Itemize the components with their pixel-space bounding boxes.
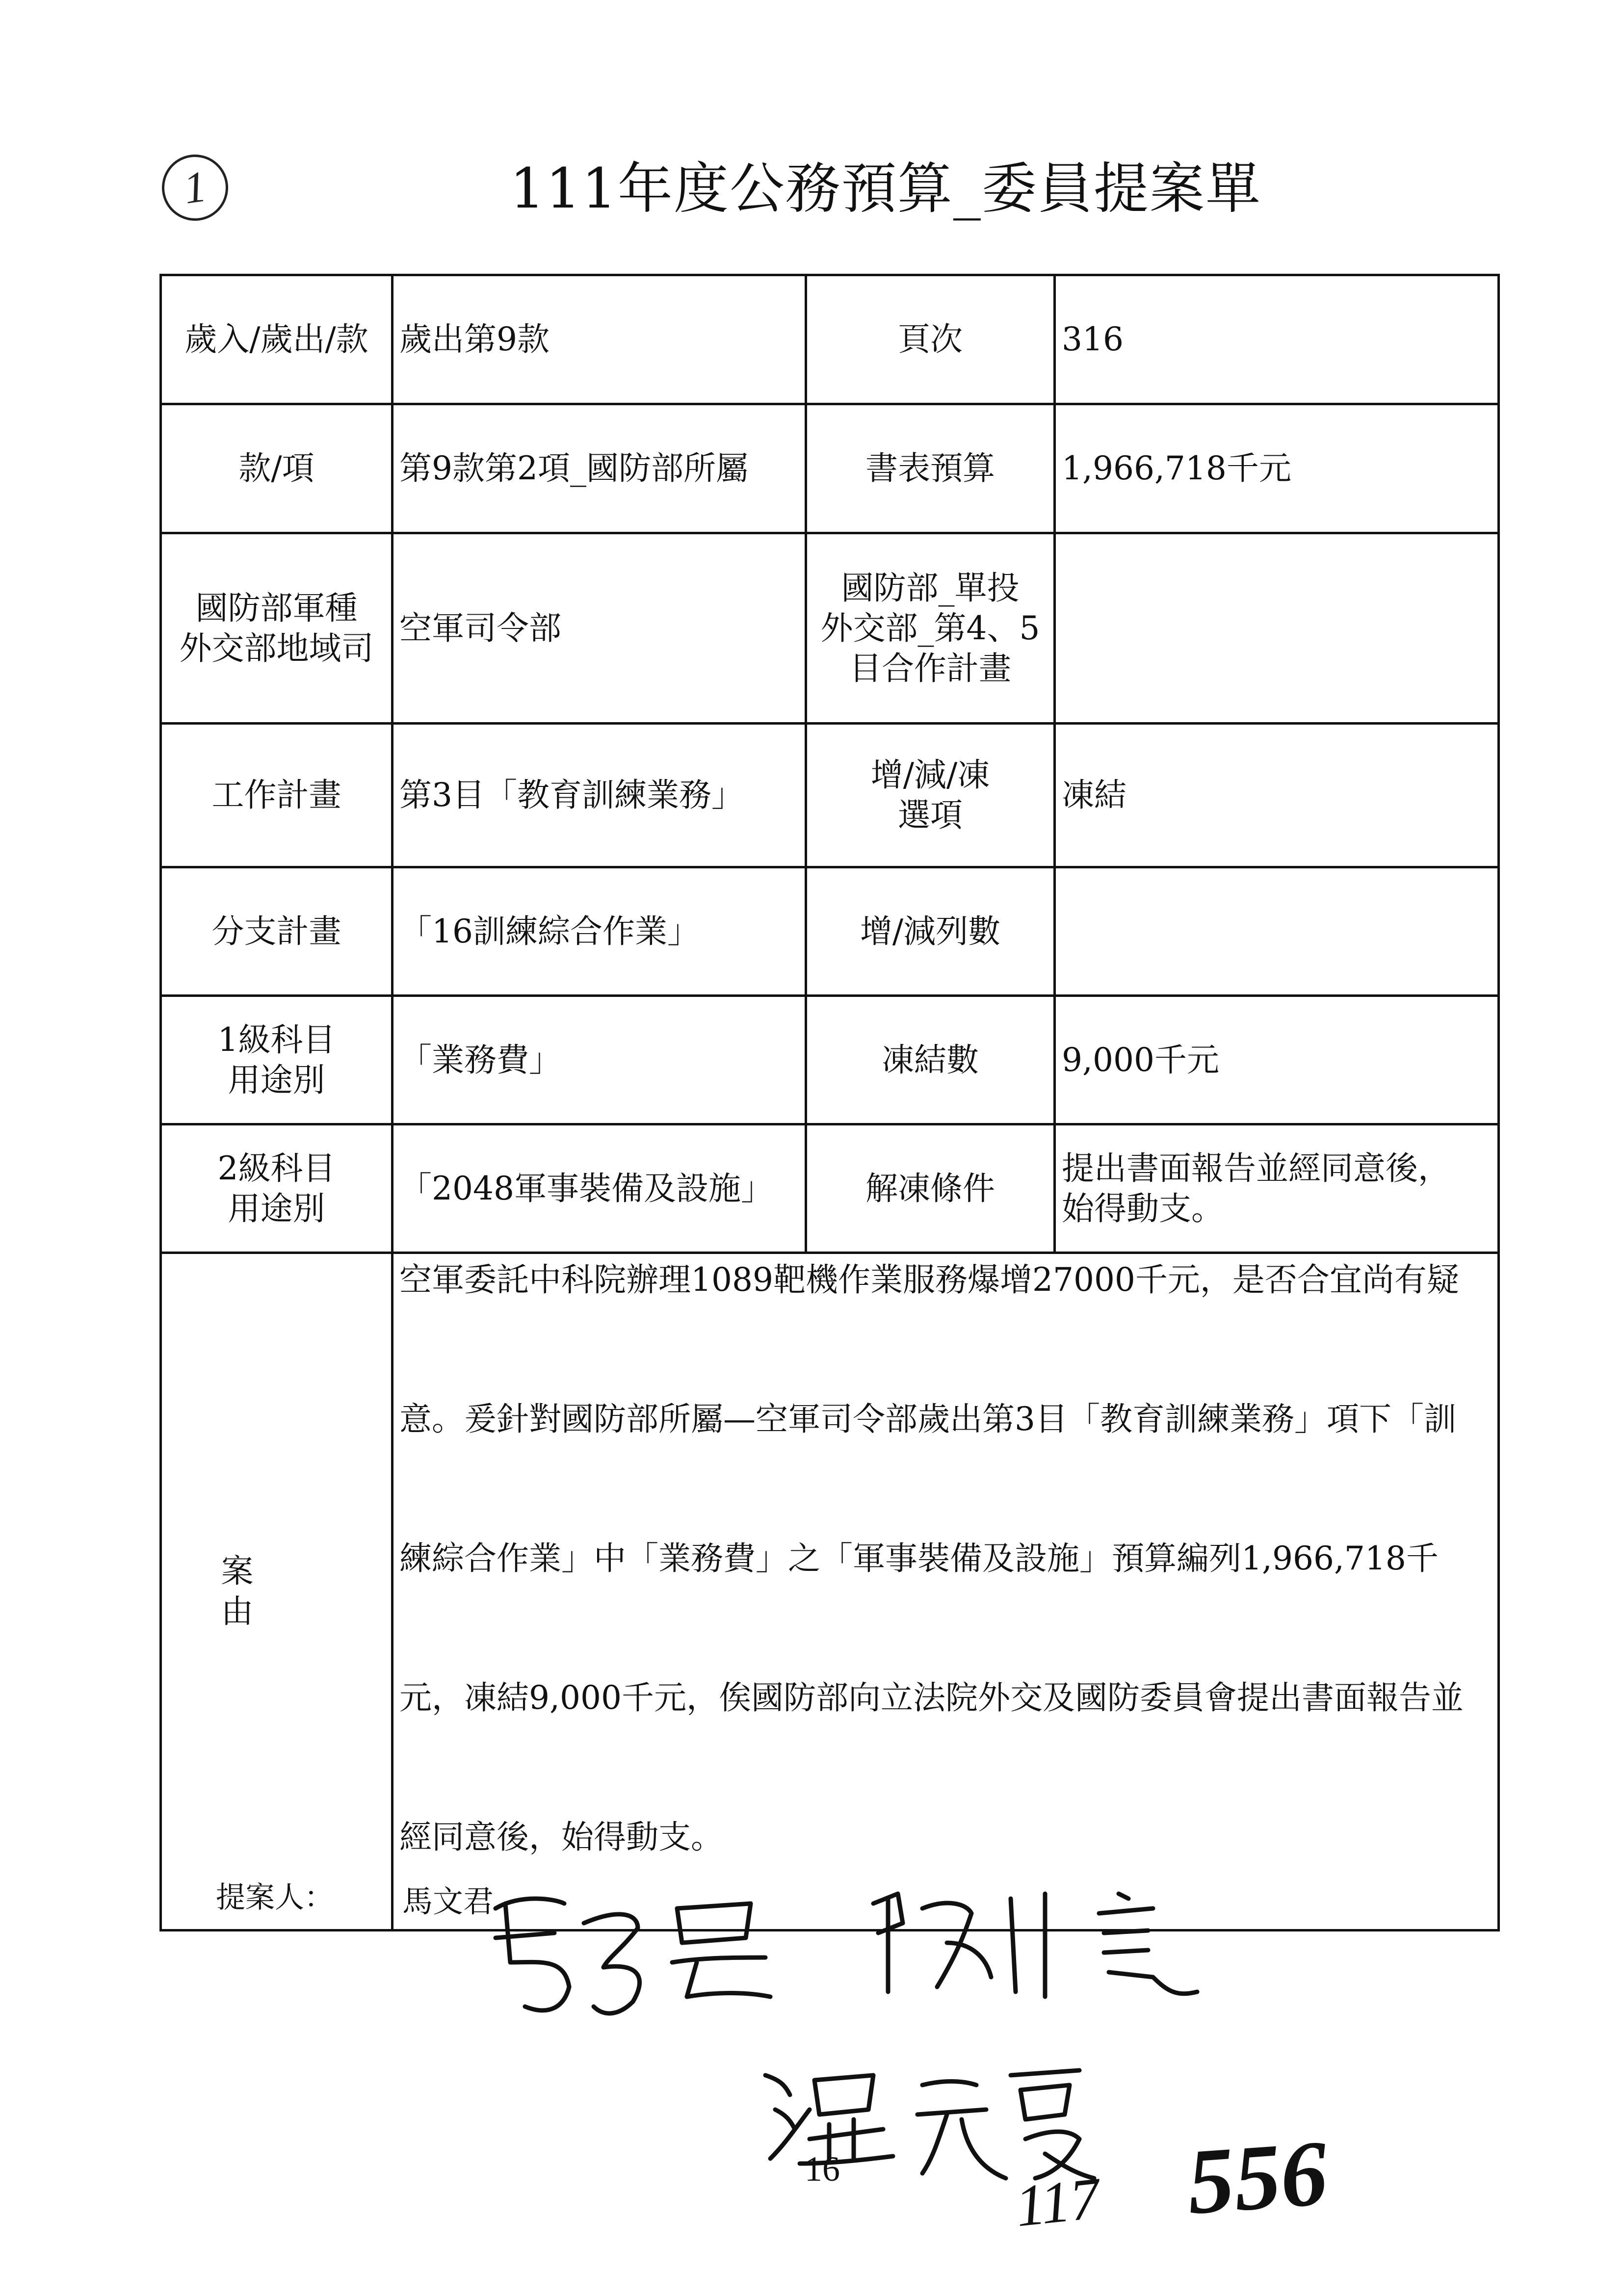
reason-line: 經同意後，始得動支。 — [399, 1818, 723, 1856]
field-value: 「業務費」 — [393, 996, 806, 1124]
field-label: 頁次 — [806, 275, 1055, 404]
field-label: 增/減/凍 選項 — [806, 724, 1055, 867]
page-title: 111年度公務預算_委員提案單 — [510, 157, 1261, 221]
signature-2 — [873, 1894, 1197, 1997]
field-label: 解凍條件 — [806, 1124, 1055, 1253]
field-value: 第3目「教育訓練業務」 — [393, 724, 806, 867]
page-number: 16 — [805, 2149, 840, 2189]
reason-line: 練綜合作業」中「業務費」之「軍事裝備及設施」預算編列1,966,718千 — [399, 1539, 1439, 1577]
field-label: 分支計畫 — [161, 867, 393, 996]
field-label: 2級科目 用途別 — [161, 1124, 393, 1253]
field-label: 增/減列數 — [806, 867, 1055, 996]
field-label: 歲入/歲出/款 — [161, 275, 393, 404]
reason-line: 空軍委託中科院辦理1089靶機作業服務爆增27000千元，是否合宜尚有疑 — [399, 1261, 1459, 1299]
field-value: 第9款第2項_國防部所屬 — [393, 404, 806, 533]
field-value: 316 — [1055, 275, 1499, 404]
field-value: 1,966,718千元 — [1055, 404, 1499, 533]
proposer-label: 提案人： — [216, 1880, 334, 1915]
reason-label: 案由 — [161, 1253, 393, 1931]
field-value: 凍結 — [1055, 724, 1499, 867]
field-label: 1級科目 用途別 — [161, 996, 393, 1124]
handwritten-number: 556 — [1184, 2121, 1331, 2234]
field-label: 國防部_單投 外交部_第4、5 目合作計畫 — [806, 533, 1055, 724]
field-value: 「16訓練綜合作業」 — [393, 867, 806, 996]
circled-number-mark: 1 — [157, 150, 232, 225]
proposer-name: 馬文君 — [402, 1883, 494, 1919]
handwritten-number: 117 — [1012, 2165, 1103, 2239]
field-label: 凍結數 — [806, 996, 1055, 1124]
field-label: 書表預算 — [806, 404, 1055, 533]
field-value: 9,000千元 — [1055, 996, 1499, 1124]
field-label: 款/項 — [161, 404, 393, 533]
reason-line: 意。爰針對國防部所屬—空軍司令部歲出第3目「教育訓練業務」項下「訓 — [399, 1400, 1456, 1438]
field-value: 「2048軍事裝備及設施」 — [393, 1124, 806, 1253]
field-label: 國防部軍種 外交部地域司 — [161, 533, 393, 724]
signature-1 — [496, 1899, 770, 2013]
field-value: 空軍司令部 — [393, 533, 806, 724]
field-value: 歲出第9款 — [393, 275, 806, 404]
field-label: 工作計畫 — [161, 724, 393, 867]
field-value: 提出書面報告並經同意後， 始得動支。 — [1055, 1124, 1499, 1253]
reason-line: 元，凍結9,000千元，俟國防部向立法院外交及國防委員會提出書面報告並 — [399, 1679, 1464, 1717]
